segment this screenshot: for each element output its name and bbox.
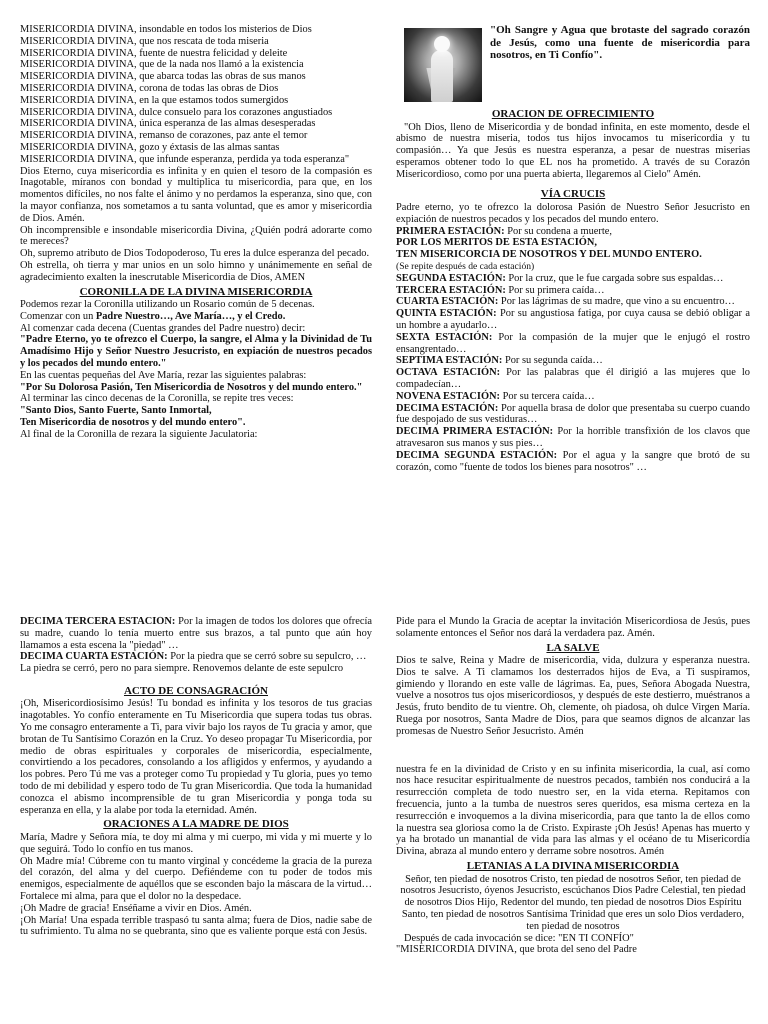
station-13: [20, 616, 372, 651]
santo-dios-line: "Santo Dios, Santo Fuerte, Santo Inmortal,: [20, 405, 212, 417]
litany-line: MISERICORDIA DIVINA, gozo y éxtasis de las almas santas: [20, 141, 280, 153]
station-text: Por las lágrimas de su madre, que vino a su encuentro…: [498, 296, 735, 308]
station-label: SEGUNDA ESTACIÓN:: [396, 272, 506, 284]
station-label: PRIMERA ESTACIÓN:: [396, 225, 505, 237]
divine-mercy-image: [404, 28, 482, 102]
litany-line: MISERICORDIA DIVINA, que abarca todas las obras de sus manos: [20, 71, 306, 83]
coronilla-intro: Podemos rezar la Coronilla utilizando un Rosario común de 5 decenas.: [20, 299, 315, 311]
salve-title: LA SALVE: [546, 641, 600, 654]
station-text: Por la imagen de todos los dolores que ofrecía su madre, cuando lo tenía muerto entre sus brazos, a tal punto que aún hoy llamamos a esta escena la "piedad" …: [20, 616, 372, 651]
three-times-instruction: Al terminar las cinco decenas de la Coronilla, se repite tres veces:: [20, 393, 294, 405]
padre-eterno-prayer: "Padre Eterno, yo te ofrezco el Cuerpo, la sangre, el Alma y la Divinidad de Tu Amadísimo Hijo y Señor Nuestro Jesucristo, en expiación de nuestros pecados y los pecados del mundo entero.": [20, 334, 372, 370]
litany-line: MISERICORDIA DIVINA, que nos rescata de toda miseria: [20, 35, 269, 47]
ten-misericordia-refrain: TEN MISERICORCIA DE NOSOTROS Y DEL MUNDO ENTERO.: [396, 249, 702, 261]
coronilla-start-prayers: Padre Nuestro…, Ave María…, y el Credo.: [95, 310, 286, 322]
por-los-meritos: POR LOS MERITOS DE ESTA ESTACIÓN,: [396, 237, 597, 249]
via-crucis-title: VÍA CRUCIS: [540, 188, 606, 201]
litany-line: MISERICORDIA DIVINA, corona de todas las obras de Dios: [20, 82, 279, 94]
madre-prayer-4: ¡Oh María! Una espada terrible traspasó tu santa alma; fuera de Dios, nadie sabe de tu sufrimiento. Tu alma no se quebranta, sino que es valiente porque está con Jesús.: [20, 914, 372, 938]
jaculatoria-instruction: Al final de la Coronilla de rezara la siguiente Jaculatoria:: [20, 428, 258, 440]
pide-paragraph: Pide para el Mundo la Gracia de aceptar la invitación Misericordiosa de Jesús, pues solamente entonces el Señor nos dará la verdadera paz. Amén.: [396, 616, 750, 639]
station-9: [396, 391, 750, 403]
station-11: [396, 426, 750, 450]
dolorosa-pasion-prayer: "Por Su Dolorosa Pasión, Ten Misericordia de Nosotros y del mundo entero.": [20, 381, 363, 393]
station-text: Por su segunda caída…: [502, 355, 603, 367]
madre-prayer-1: María, Madre y Señora mía, te doy mi alma y mi cuerpo, mi vida y mi muerte y lo que seguirá. Todo lo confío en tus manos.: [20, 831, 372, 855]
station-label: DECIMA PRIMERA ESTACIÓN:: [396, 426, 554, 438]
misericordia-litany: [20, 24, 372, 166]
oh-estrella-paragraph: Oh estrella, oh tierra y mar unios en un solo himno y unánimemente en señal de agradecimiento exalten la inescrutable Misericordia de Dios, AMEN: [20, 259, 372, 283]
station-text: Por su primera caída…: [505, 284, 605, 296]
supremo-atributo-paragraph: Oh, supremo atributo de Dios Todopoderoso, Tu eres la dulce esperanza del pecado.: [20, 248, 370, 260]
coronilla-start-text: Comenzar con un: [20, 310, 96, 322]
column-bottom-left: [20, 616, 372, 1022]
station-text: Por la compasión de la mujer que le enjugó el rostro ensangrentado…: [396, 331, 750, 355]
station-text: Por las palabras que él dirigió a las mujeres que lo compadecían…: [396, 367, 750, 390]
fe-paragraph: nuestra fe en la divinidad de Cristo y en su infinita misericordia, la cual, así como nos hace resucitar espiritualmente de nuestros pecados, también nos conducirá a la resurrección completa de todo nuestro ser, en la vida eterna. Repitamos con frecuencia, junto a la tumba de nuestros seres queridos, esa misma certeza en la resurrección e invoquemos a la divina misericordia, para que tanto la de ellos como la nuestra sea gloriosa como la de Cristo. Expiraste ¡Oh Jesús! Apenas has muerto y ya ha brotado un manantial de vida para las almas y el océano de tu Misericordia Divina, abraza al mundo entero y derrame sobre nosotros. Amén: [396, 763, 750, 858]
coronilla-title: CORONILLA DE LA DIVINA MISERICORDIA: [79, 285, 313, 298]
station-2: [396, 273, 750, 285]
letanias-text: Señor, ten piedad de nosotros Cristo, ten piedad de nosotros Señor, ten piedad de nosotros Jesucristo, óyenos Jesucristo, escúchanos Dios Padre Celestial, ten piedad de nosotros Dios Hijo, Redentor del mundo, ten piedad de nosotros Dios Espíritu Santo, ten piedad de nosotros Santísima Trinidad que eres un solo Dios verdadero, ten piedad de nosotros: [400, 873, 746, 932]
sangre-y-agua-quote: "Oh Sangre y Agua que brotaste del sagrado corazón de Jesús, como una fuente de misericordia para nosotros, en Ti Confío".: [490, 24, 750, 61]
station-label: CUARTA ESTACIÓN:: [396, 296, 499, 308]
station-6: [396, 332, 750, 356]
litany-line: MISERICORDIA DIVINA, dulce consuelo para los corazones angustiados: [20, 106, 333, 118]
station-text: Por su angustiosa fatiga, por cuya causa se debió obligar a un hombre a ayudarlo…: [396, 308, 750, 331]
litany-line: MISERICORDIA DIVINA, única esperanza de las almas desesperadas: [20, 118, 316, 130]
station-5: [396, 308, 750, 332]
litany-line: MISERICORDIA DIVINA, fuente de nuestra felicidad y deleite: [20, 47, 288, 59]
litany-line: MISERICORDIA DIVINA, que infunde esperanza, perdida ya toda esperanza": [20, 153, 350, 165]
station-10: [396, 403, 750, 427]
consagracion-prayer: ¡Oh, Misericordiosísimo Jesús! Tu bondad es infinita y los tesoros de tus gracias inagotables. Yo confío enteramente en Tu Misericordia que supera todas tus obras. Yo me consagro enteramente a Ti, para vivir bajo los rayos de Tu gracia y amor, que brotan de Tu Santísimo Corazón en la Cruz. Yo deseo propagar Tu Misericordia, por medio de obras espirituales y corporales de misericordia, especialmente, convirtiendo a los pecadores, consolando a los afligidos y enfermos, y ayudando a los pobres. Pero Tú me vas a proteger como Tu propiedad y Tu gloria, pues yo temo todo de mi debilidad y espero todo de Tu gran Misericordia. Que toda la humanidad conozca el abismo incomprensible de tu gran Misericordia y ponga toda su esperanza en ella, y la alabe por toda la eternidad. Amén.: [20, 698, 372, 816]
station-label: DECIMA ESTACIÓN:: [396, 402, 499, 414]
piedra-paragraph: La piedra se cerró, pero no para siempre. Renovemos delante de este sepulcro: [20, 663, 344, 675]
station-label: TERCERA ESTACIÓN:: [396, 284, 506, 296]
madre-prayer-2: Oh Madre mía! Cúbreme con tu manto virginal y concédeme la gracia de la pureza del corazón, del alma y del cuerpo. Defiéndeme con tu poder de todos mis enemigos, especialmente de aquéllos que se esconden bajo la máscara de la virtud… Fortalece mi alma, para que el dolor no la despedace.: [20, 855, 372, 902]
ten-misericordia-line: Ten Misericordia de nosotros y del mundo entero".: [20, 417, 246, 428]
letanias-title: LETANIAS A LA DIVINA MISERICORDIA: [466, 860, 680, 873]
madre-de-dios-title: ORACIONES A LA MADRE DE DIOS: [103, 818, 289, 831]
station-text: Por el agua y la sangre que brotó de su corazón, como "fuente de todos los bienes para nosotros" …: [396, 449, 750, 473]
se-repite-note: (Se repite después de cada estación): [396, 260, 535, 272]
litany-line: MISERICORDIA DIVINA, en la que estamos todos sumergidos: [20, 94, 289, 106]
litany-line: MISERICORDIA DIVINA, remanso de corazones, paz ante el temor: [20, 130, 308, 142]
ave-maria-instruction: En las cuentas pequeñas del Ave María, rezar las siguientes palabras:: [20, 369, 307, 381]
station-label: DECIMA CUARTA ESTACIÓN:: [20, 651, 168, 663]
station-label: SEXTA ESTACIÓN:: [396, 331, 493, 343]
station-text: Por la horrible transfixión de los clavos que atravesaron sus manos y sus pies…: [396, 426, 750, 449]
station-label: DECIMA SEGUNDA ESTACIÓN:: [396, 449, 558, 461]
madre-prayer-3: ¡Oh Madre de gracia! Enséñame a vivir en Dios. Amén.: [20, 902, 252, 914]
station-text: Por la cruz, que le fue cargada sobre sus espaldas…: [505, 272, 724, 284]
via-crucis-intro: Padre eterno, yo te ofrezco la dolorosa Pasión de Nuestro Señor Jesucristo en expiación de nuestros pecados y los pecados del mundo entero.: [396, 201, 750, 225]
station-8: [396, 367, 750, 391]
coronilla-decade-instruction: Al comenzar cada decena (Cuentas grandes del Padre nuestro) decir:: [20, 322, 306, 334]
station-label: OCTAVA ESTACIÓN:: [396, 367, 501, 379]
station-14: [20, 651, 372, 663]
column-top-right: [396, 24, 750, 564]
litany-line: MISERICORDIA DIVINA, que de la nada nos llamó a la existencia: [20, 59, 304, 71]
column-top-left: [20, 24, 372, 564]
station-1: [396, 226, 750, 238]
incomprensible-paragraph: Oh incomprensible e insondable misericordia Divina, ¿Quién podrá adorarte como te mereces?: [20, 224, 372, 248]
ofrecimiento-prayer: "Oh Dios, lleno de Misericordia y de bondad infinita, en este momento, desde el abismo de nuestra miseria, todos tus hijos invocamos tu misericordia y tu compasión… Ya que Jesús es nuestra esperanza, a pesar de nuestras miserias esperamos obtener todo lo que EL nos ha prometido. A través de su Corazón Misericordioso, como por una puerta abierta, llegaremos al Cielo" Amén.: [396, 121, 750, 180]
station-7: [396, 355, 750, 367]
ofrecimiento-title: ORACION DE OFRECIMIENTO: [491, 108, 655, 120]
station-label: QUINTA ESTACIÓN:: [396, 308, 497, 320]
station-label: NOVENA ESTACIÓN:: [396, 390, 501, 402]
station-text: Por aquella brasa de dolor que presentaba su cuerpo cuando fue despojado de sus vestiduras…: [396, 402, 750, 426]
station-12: [396, 450, 750, 474]
station-text: Por la piedra que se cerró sobre su sepulcro, …: [167, 651, 367, 663]
litany-line: MISERICORDIA DIVINA, insondable en todos los misterios de Dios: [20, 24, 312, 35]
despues-instruction: Después de cada invocación se dice: "EN TI CONFÍO": [404, 932, 634, 944]
misericordia-invocation: "MISERICORDIA DIVINA, que brota del seno del Padre: [396, 944, 637, 956]
consagracion-title: ACTO DE CONSAGRACIÓN: [123, 684, 269, 697]
salve-prayer: Dios te salve, Reina y Madre de misericordia, vida, dulzura y esperanza nuestra. Dios te salve. A Ti clamamos los desterrados hijos de Eva, a Ti suspiramos, gimiendo y llorando en este valle de lágrimas. Ea, pues, Señora Abogada Nuestra, vuelve a nosotros tus ojos misericordiosos, y después de este destierro, muéstranos a Jesús, fruto bendito de tu vientre. Oh, clemente, oh piadosa, oh dulce Virgen María. Ruega por nosotros, Santa Madre de Dios, para que seamos dignos de alcanzar las promesas de Nuestro Señor Jesucristo. Amén: [396, 655, 750, 737]
station-label: DECIMA TERCERA ESTACIÓN:: [20, 616, 176, 627]
station-3: [396, 285, 750, 297]
station-4: [396, 296, 750, 308]
column-bottom-right: [396, 616, 750, 1022]
station-text: Por su condena a muerte,: [504, 225, 612, 237]
station-label: SEPTIMA ESTACIÓN:: [396, 355, 503, 367]
coronilla-start: [20, 311, 372, 323]
dios-eterno-prayer: Dios Eterno, cuya misericordia es infinita y en quien el tesoro de la compasión es Inagotable, míranos con bondad y multiplica tu misericordia, para que, en los momentos difíciles, no nos falte el ánimo y no perdamos la esperanza, sino que, con la mayor confianza, nos sometamos a tu santa voluntad, que es amor y misericordia de Dios. Amén.: [20, 165, 372, 224]
station-text: Por su tercera caída…: [500, 390, 595, 402]
